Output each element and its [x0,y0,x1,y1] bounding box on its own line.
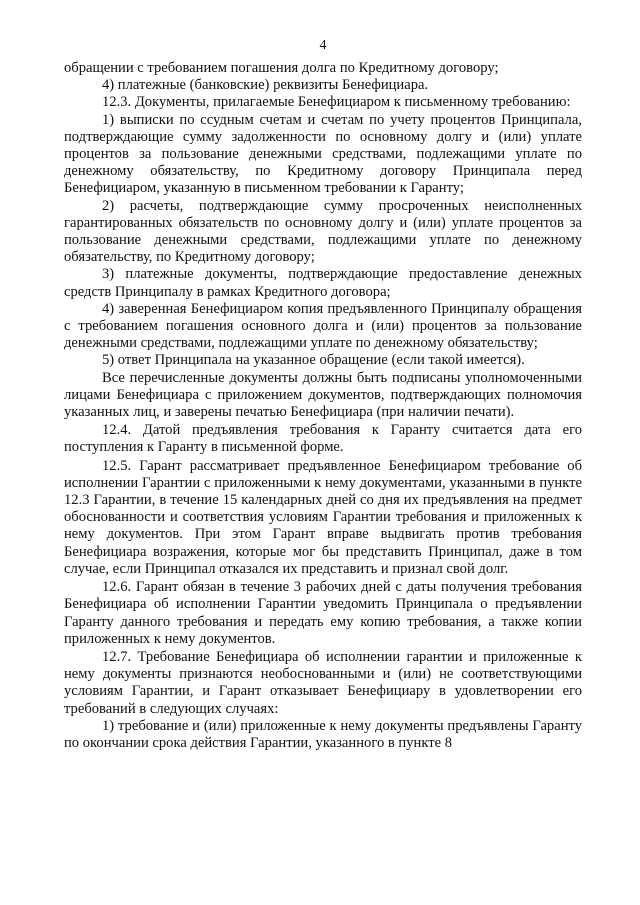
paragraph: 12.4. Датой предъявления требования к Гаранту считается дата его поступления к Гаранту в письменной форме. [64,422,582,456]
paragraph: 12.3. Документы, прилагаемые Бенефициаром к письменному требованию: [102,94,571,111]
paragraph: 12.6. Гарант обязан в течение 3 рабочих дней с даты получения требования Бенефициара об исполнении Гарантии уведомить Принципала о предъявлении Гаранту данного требования и передать ему копию требования, а также копии приложенных к нему документов. [64,579,582,647]
paragraph: 1) выписки по ссудным счетам и счетам по учету процентов Принципала, подтверждающие сумму задолженности по основному долгу и (или) уплате процентов за пользование денежными средствами, подлежащими уплате по денежному обязательству, по Кредитному договору Принципала перед Бенефициаром, указанную в письменном требовании к Гаранту; [64,111,582,197]
paragraph: Все перечисленные документы должны быть подписаны уполномоченными лицами Бенефициара с приложением документов, подтверждающих полномочия указанных лиц, и заверены печатью Бенефициара (при наличии печати). [64,369,582,421]
paragraph: 5) ответ Принципала на указанное обращение (если такой имеется). [102,352,525,369]
paragraph: 12.7. Требование Бенефициара об исполнении гарантии и приложенные к нему документы признаются необоснованными и (или) не соответствующими условиям Гарантии, и Гарант отказывает Бенефициару в удовлетворении его требований в следующих случаях: [64,648,582,717]
paragraph: 2) расчеты, подтверждающие сумму просроченных неисполненных гарантированных обязательств по основному долгу и (или) уплате процентов за пользование денежными средствами, подлежащими уплате по денежному обязательству, по Кредитному договору; [64,197,582,266]
document-body [64,60,582,752]
paragraph: 3) платежные документы, подтверждающие предоставление денежных средств Принципалу в рамках Кредитного договора; [64,266,582,300]
paragraph: 4) заверенная Бенефициаром копия предъявленного Принципалу обращения с требованием погашения основного долга и (или) процентов за пользование денежными средствами, подлежащими уплате по денежному обязательству; [64,300,582,352]
paragraph: 1) требование и (или) приложенные к нему документы предъявлены Гаранту по окончании срока действия Гарантии, указанного в пункте 8 [64,717,582,751]
paragraph: 4) платежные (банковские) реквизиты Бенефициара. [102,77,429,94]
paragraph: 12.5. Гарант рассматривает предъявленное Бенефициаром требование об исполнении Гарантии с приложенными к нему документами, указанными в пункте 12.3 Гарантии, в течение 15 календарных дней со дня их предъявления на предмет обоснованности и соответствия условиям Гарантии требования и приложенных к нему документов. При этом Гарант вправе выдвигать против требования Бенефициара возражения, которые мог бы представить Принципал, даже в том случае, если Принципал отказался их представить и признал свой долг. [64,457,582,577]
paragraph: обращении с требованием погашения долга по Кредитному договору; [64,60,499,76]
page-number: 4 [319,38,327,53]
